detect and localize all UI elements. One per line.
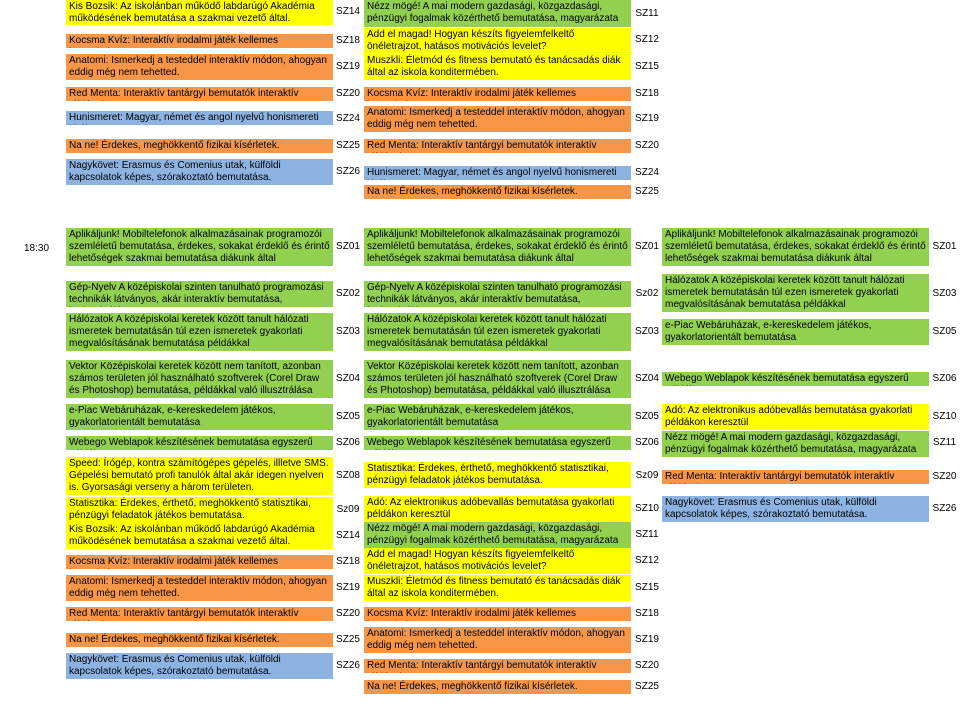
top-right-code-5: SZ19 xyxy=(631,113,663,125)
col3-code-7: SZ20 xyxy=(929,471,960,483)
col3-code-1: SZ01 xyxy=(929,241,960,253)
col3-code-3: SZ05 xyxy=(929,326,960,338)
col2-row-13: Anatomi: Ismerkedj a testeddel interaktív módon, ahogyan eddig még nem tehetted. xyxy=(364,627,631,653)
col1-code-3: SZ03 xyxy=(333,326,363,338)
top-right-row-4: Kocsma Kvíz: Interaktív irodalmi játék kellemes xyxy=(364,87,631,101)
col3-row-3: e-Piac Webáruházak, e-kereskedelem játékos, gyakorlatorientált bemutatása xyxy=(662,319,929,345)
col1-row-4: Vektor Középiskolai keretek között nem tanított, azonban számos területen jól használható szoftverek (Corel Draw és Photoshop) bemutatása, példákkal való illusztrálása xyxy=(66,360,333,398)
col1-code-4: SZ04 xyxy=(333,373,363,385)
col3-row-1: Aplikáljunk! Mobiltelefonok alkalmazásainak programozói szemléletű bemutatása, érdekes, sokakat érdeklő és érintő lehetőségek szakmai bemutatása diákunk által xyxy=(662,228,929,266)
col2-row-9: Nézz mögé! A mai modern gazdasági, közgazdasági, pénzügyi fogalmak közérthető bemutatása, magyarázata xyxy=(364,522,631,548)
col2-code-4: SZ04 xyxy=(631,373,663,385)
col1-code-14: SZ26 xyxy=(333,660,363,672)
col1-code-13: SZ25 xyxy=(333,634,363,646)
col1-row-10: Kocsma Kvíz: Interaktív irodalmi játék kellemes xyxy=(66,555,333,569)
col2-code-14: SZ20 xyxy=(631,660,663,672)
col1-code-9: SZ14 xyxy=(333,530,363,542)
col3-code-5: SZ10 xyxy=(929,411,960,423)
col1-row-5: e-Piac Webáruházak, e-kereskedelem játékos, gyakorlatorientált bemutatása xyxy=(66,404,333,430)
col3-row-8: Nagykövet: Erasmus és Comenius utak, külföldi kapcsolatok képes, szórakoztató bemutatása. xyxy=(662,496,929,522)
col3-row-6: Nézz mögé! A mai modern gazdasági, közgazdasági, pénzügyi fogalmak közérthető bemutatása, magyarázata xyxy=(662,431,929,457)
col3-row-4: Webego Weblapok készítésének bemutatása egyszerű xyxy=(662,372,929,386)
top-left-row-1: Kis Bozsik: Az iskolánban működő labdarúgó Akadémia működésének bemutatása a szakmai vezető által. xyxy=(66,0,333,25)
col2-code-9: SZ11 xyxy=(631,529,663,541)
col1-code-2: SZ02 xyxy=(333,288,363,300)
top-right-row-6: Red Menta: Interaktív tantárgyi bemutatók interaktív xyxy=(364,139,631,153)
col2-code-15: SZ25 xyxy=(631,681,663,693)
col2-code-13: SZ19 xyxy=(631,634,663,646)
col2-code-10: SZ12 xyxy=(631,555,663,567)
col2-code-3: SZ03 xyxy=(631,326,663,338)
top-left-row-7: Nagykövet: Erasmus és Comenius utak, külföldi kapcsolatok képes, szórakoztató bemutatása. xyxy=(66,159,333,185)
col2-code-12: SZ18 xyxy=(631,608,663,620)
col2-row-8: Adó: Az elektronikus adóbevallás bemutatása gyakorlati példákon keresztül xyxy=(364,496,631,522)
col2-row-10: Add el magad! Hogyan készíts figyelemfelkeltő önéletrajzot, hatásos motivációs levelet? xyxy=(364,548,631,574)
top-right-row-5: Anatomi: Ismerkedj a testeddel interaktív módon, ahogyan eddig még nem tehetted. xyxy=(364,106,631,132)
top-right-code-1: SZ11 xyxy=(631,8,663,20)
col2-row-4: Vektor Középiskolai keretek között nem tanított, azonban számos területen jól használható szoftverek (Corel Draw és Photoshop) bemutatása, példákkal való illusztrálása xyxy=(364,360,631,398)
col3-row-5: Adó: Az elektronikus adóbevallás bemutatása gyakorlati példákon keresztül xyxy=(662,404,929,430)
col1-row-2: Gép-Nyelv A középiskolai szinten tanulható programozási technikák látványos, akár interaktív bemutatása, xyxy=(66,281,333,307)
col1-code-1: SZ01 xyxy=(333,241,363,253)
top-left-code-3: SZ19 xyxy=(333,61,363,73)
col1-code-8: Sz09 xyxy=(333,504,363,516)
col1-row-12: Red Menta: Interaktív tantárgyi bemutatók interaktív xyxy=(66,607,333,621)
col1-row-14: Nagykövet: Erasmus és Comenius utak, külföldi kapcsolatok képes, szórakoztató bemutatása. xyxy=(66,653,333,679)
col2-row-14: Red Menta: Interaktív tantárgyi bemutatók interaktív xyxy=(364,659,631,673)
col1-code-6: SZ06 xyxy=(333,437,363,449)
col2-code-1: SZ01 xyxy=(631,241,663,253)
top-right-row-2: Add el magad! Hogyan készíts figyelemfelkeltő önéletrajzot, hatásos motivációs levelet? xyxy=(364,28,631,53)
top-left-code-2: SZ18 xyxy=(333,35,363,47)
top-left-row-2: Kocsma Kvíz: Interaktív irodalmi játék kellemes xyxy=(66,34,333,48)
col1-code-12: SZ20 xyxy=(333,608,363,620)
top-right-code-7: SZ24 xyxy=(631,167,663,179)
top-right-code-2: SZ12 xyxy=(631,34,663,46)
col1-row-7: Speed: Írógép, kontra számítógépes gépelés, illletve SMS. Gépelési bemutató profi tanulók által akár idegen nyelven is. Gyorsasági verseny a három területen. xyxy=(66,457,333,495)
col3-code-2: SZ03 xyxy=(929,288,960,300)
col1-code-7: SZ08 xyxy=(333,470,363,482)
col2-row-1: Aplikáljunk! Mobiltelefonok alkalmazásainak programozói szemléletű bemutatása, érdekes, sokakat érdeklő és érintő lehetőségek szakmai bemutatása diákunk által xyxy=(364,228,631,266)
col1-row-9: Kis Bozsik: Az iskolánban működő labdarúgó Akadémia működésének bemutatása a szakmai vezető által. xyxy=(66,523,333,549)
col2-row-2: Gép-Nyelv A középiskolai szinten tanulható programozási technikák látványos, akár interaktív bemutatása, xyxy=(364,281,631,307)
col3-row-2: Hálózatok A középiskolai keretek között tanult hálózati ismeretek bemutatásán túl ezen ismeretek gyakorlati megvalósításának bemutatása példákkal xyxy=(662,274,929,312)
top-right-row-7: Hunismeret: Magyar, német és angol nyelvű honismereti xyxy=(364,166,631,180)
top-left-code-4: SZ20 xyxy=(333,88,363,100)
top-right-row-8: Na ne! Érdekes, meghökkentő fizikai kísérletek. xyxy=(364,185,631,199)
col2-code-2: Sz02 xyxy=(631,288,663,300)
col2-row-5: e-Piac Webáruházak, e-kereskedelem játékos, gyakorlatorientált bemutatása xyxy=(364,404,631,430)
col2-code-5: SZ05 xyxy=(631,411,663,423)
col3-code-4: SZ06 xyxy=(929,373,960,385)
col2-row-15: Na ne! Érdekes, meghökkentő fizikai kísérletek. xyxy=(364,680,631,694)
col2-code-11: SZ15 xyxy=(631,582,663,594)
top-right-code-3: SZ15 xyxy=(631,61,663,73)
top-right-row-3: Muszkli: Életmód és fitness bemutató és tanácsadás diák által az iskola konditermében. xyxy=(364,54,631,80)
top-right-row-1: Nézz mögé! A mai modern gazdasági, közgazdasági, pénzügyi fogalmak közérthető bemutatása, magyarázata xyxy=(364,0,631,27)
col1-row-3: Hálózatok A középiskolai keretek között tanult hálózati ismeretek bemutatásán túl ezen ismeretek gyakorlati megvalósításának bemutatása példákkal xyxy=(66,313,333,351)
top-left-code-6: SZ25 xyxy=(333,140,363,152)
top-left-row-4: Red Menta: Interaktív tantárgyi bemutatók interaktív xyxy=(66,87,333,101)
col1-code-10: SZ18 xyxy=(333,556,363,568)
col2-row-12: Kocsma Kvíz: Interaktív irodalmi játék kellemes xyxy=(364,607,631,621)
col3-code-8: SZ26 xyxy=(929,503,960,515)
top-left-row-6: Na ne! Érdekes, meghökkentő fizikai kísérletek. xyxy=(66,139,333,153)
col3-code-6: SZ11 xyxy=(929,437,960,449)
top-left-code-1: SZ14 xyxy=(333,6,363,18)
top-left-code-5: SZ24 xyxy=(333,113,363,125)
col2-code-8: SZ10 xyxy=(631,503,663,515)
col2-code-7: Sz09 xyxy=(631,470,663,482)
col1-row-13: Na ne! Érdekes, meghökkentő fizikai kísérletek. xyxy=(66,633,333,647)
top-right-code-4: SZ18 xyxy=(631,88,663,100)
top-left-row-5: Hunismeret: Magyar, német és angol nyelvű honismereti xyxy=(66,111,333,125)
col2-row-7: Statisztika: Érdekes, érthető, meghökkentő statisztikai, pénzügyi feladatok játékos bemutatása. xyxy=(364,462,631,488)
time-label: 18:30 xyxy=(24,243,50,254)
col1-row-6: Webego Weblapok készítésének bemutatása egyszerű xyxy=(66,436,333,450)
col1-code-5: SZ05 xyxy=(333,411,363,423)
top-right-code-8: SZ25 xyxy=(631,186,663,198)
top-right-code-6: SZ20 xyxy=(631,140,663,152)
top-left-row-3: Anatomi: Ismerkedj a testeddel interaktív módon, ahogyan eddig még nem tehetted. xyxy=(66,54,333,80)
col1-row-11: Anatomi: Ismerkedj a testeddel interaktív módon, ahogyan eddig még nem tehetted. xyxy=(66,575,333,601)
col2-code-6: SZ06 xyxy=(631,437,663,449)
col2-row-6: Webego Weblapok készítésének bemutatása egyszerű xyxy=(364,436,631,450)
col1-code-11: SZ19 xyxy=(333,582,363,594)
col3-row-7: Red Menta: Interaktív tantárgyi bemutatók interaktív xyxy=(662,470,929,484)
col1-row-1: Aplikáljunk! Mobiltelefonok alkalmazásainak programozói szemléletű bemutatása, érdekes, sokakat érdeklő és érintő lehetőségek szakmai bemutatása diákunk által xyxy=(66,228,333,266)
col2-row-3: Hálózatok A középiskolai keretek között tanult hálózati ismeretek bemutatásán túl ezen ismeretek gyakorlati megvalósításának bemutatása példákkal xyxy=(364,313,631,351)
top-left-code-7: SZ26 xyxy=(333,166,363,178)
col2-row-11: Muszkli: Életmód és fitness bemutató és tanácsadás diák által az iskola konditermében. xyxy=(364,575,631,601)
col1-row-8: Statisztika: Érdekes, érthető, meghökkentő statisztikai, pénzügyi feladatok játékos bemutatása. xyxy=(66,497,333,523)
